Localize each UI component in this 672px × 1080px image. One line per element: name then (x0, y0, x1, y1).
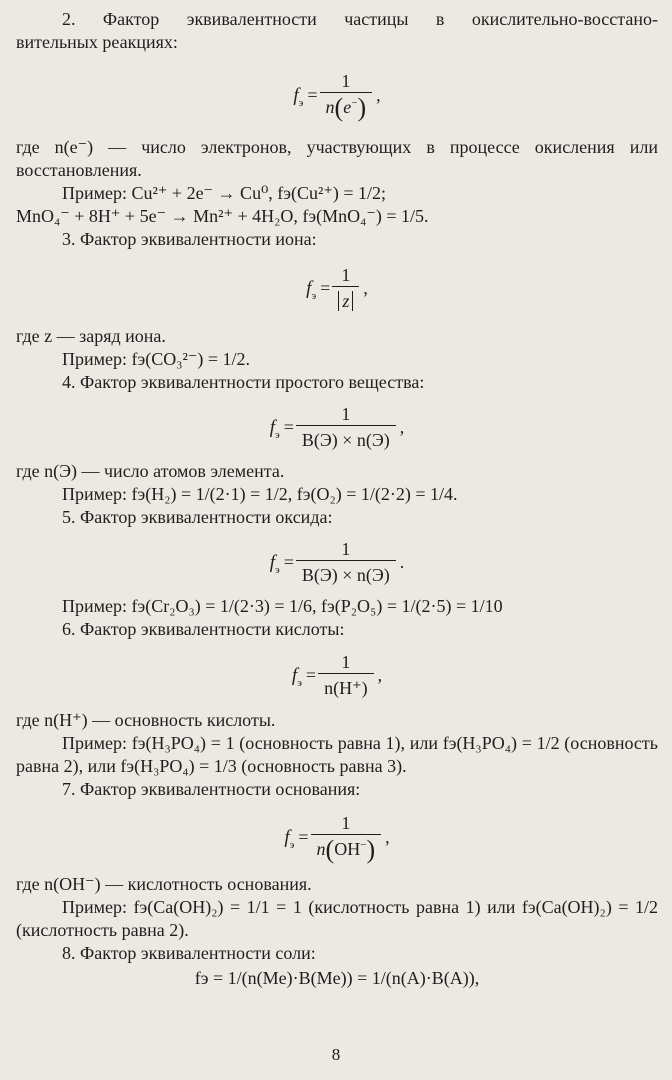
section-7-example: Пример: fэ(Ca(OH)₂) = 1/1 = 1 (кислотность равна 1) или fэ(Ca(OH)₂) = 1/2 (кислотность равна 2). (16, 897, 658, 940)
section-2-example-2: MnO₄⁻ + 8H⁺ + 5e⁻ → Mn²⁺ + 4H₂O, fэ(MnO₄⁻) = 1/5. (16, 206, 429, 226)
formula-salt: fэ = 1/(n(Me)·B(Me)) = 1/(n(A)·B(A)), (194, 968, 480, 988)
formula-simple-substance: $f_э$ = $\frac{1}{B(Э) \times n(Э)}$ , (269, 403, 405, 450)
section-5-heading: 5. Фактор эквивалентности оксида: (62, 507, 333, 527)
formula-base: $f_э$ = $\frac{1}{n(OH^-)}$ , (284, 813, 390, 864)
section-6-where: где n(H⁺) — основность кислоты. (16, 710, 276, 730)
section-7-where: где n(OH⁻) — кислотность основания. (16, 874, 312, 894)
section-3-example: Пример: fэ(CO₃²⁻) = 1/2. (62, 349, 251, 369)
formula-ion: $f_э$ = $\frac{1}{z}$ , (306, 264, 368, 311)
section-8-heading: 8. Фактор эквивалентности соли: (62, 943, 316, 963)
section-4-example: Пример: fэ(H₂) = 1/(2·1) = 1/2, fэ(O₂) = 1/(2·2) = 1/4. (62, 484, 458, 504)
section-4-where: где n(Э) — число атомов элемента. (16, 461, 285, 481)
section-6-heading: 6. Фактор эквивалентности кислоты: (62, 619, 345, 639)
section-2-heading: 2. Фактор эквивалентности частицы в окислительно-восстано- (62, 9, 658, 29)
section-7-heading: 7. Фактор эквивалентности основания: (62, 779, 361, 799)
formula-oxide: $f_э$ = $\frac{1}{B(Э) \times n(Э)}$ . (269, 538, 405, 585)
formula-acid: $f_э$ = $\frac{1}{n(H^+)}$ , (291, 651, 383, 698)
section-3-heading: 3. Фактор эквивалентности иона: (62, 229, 317, 249)
section-2-where: где n(e⁻) — число электронов, участвующих в процессе окисления или восстановления. (16, 137, 658, 180)
section-4-heading: 4. Фактор эквивалентности простого вещества: (62, 372, 425, 392)
section-2-heading-cont: вительных реакциях: (16, 32, 178, 52)
formula-redox: $f_э$ = $\frac{1}{n(e^-)}$ , (293, 71, 381, 122)
page-number: 8 (331, 1045, 341, 1064)
section-3-where: где z — заряд иона. (16, 326, 166, 346)
section-5-example: Пример: fэ(Cr₂O₃) = 1/(2·3) = 1/6, fэ(P₂O₅) = 1/(2·5) = 1/10 (62, 596, 503, 616)
section-6-example: Пример: fэ(H₃PO₄) = 1 (основность равна 1), или fэ(H₃PO₄) = 1/2 (основность равна 2), или fэ(H₃PO₄) = 1/3 (основность равна 3). (16, 733, 658, 776)
section-2-example-1: Пример: Cu²⁺ + 2e⁻ → Cu⁰, fэ(Cu²⁺) = 1/2; (62, 183, 387, 203)
